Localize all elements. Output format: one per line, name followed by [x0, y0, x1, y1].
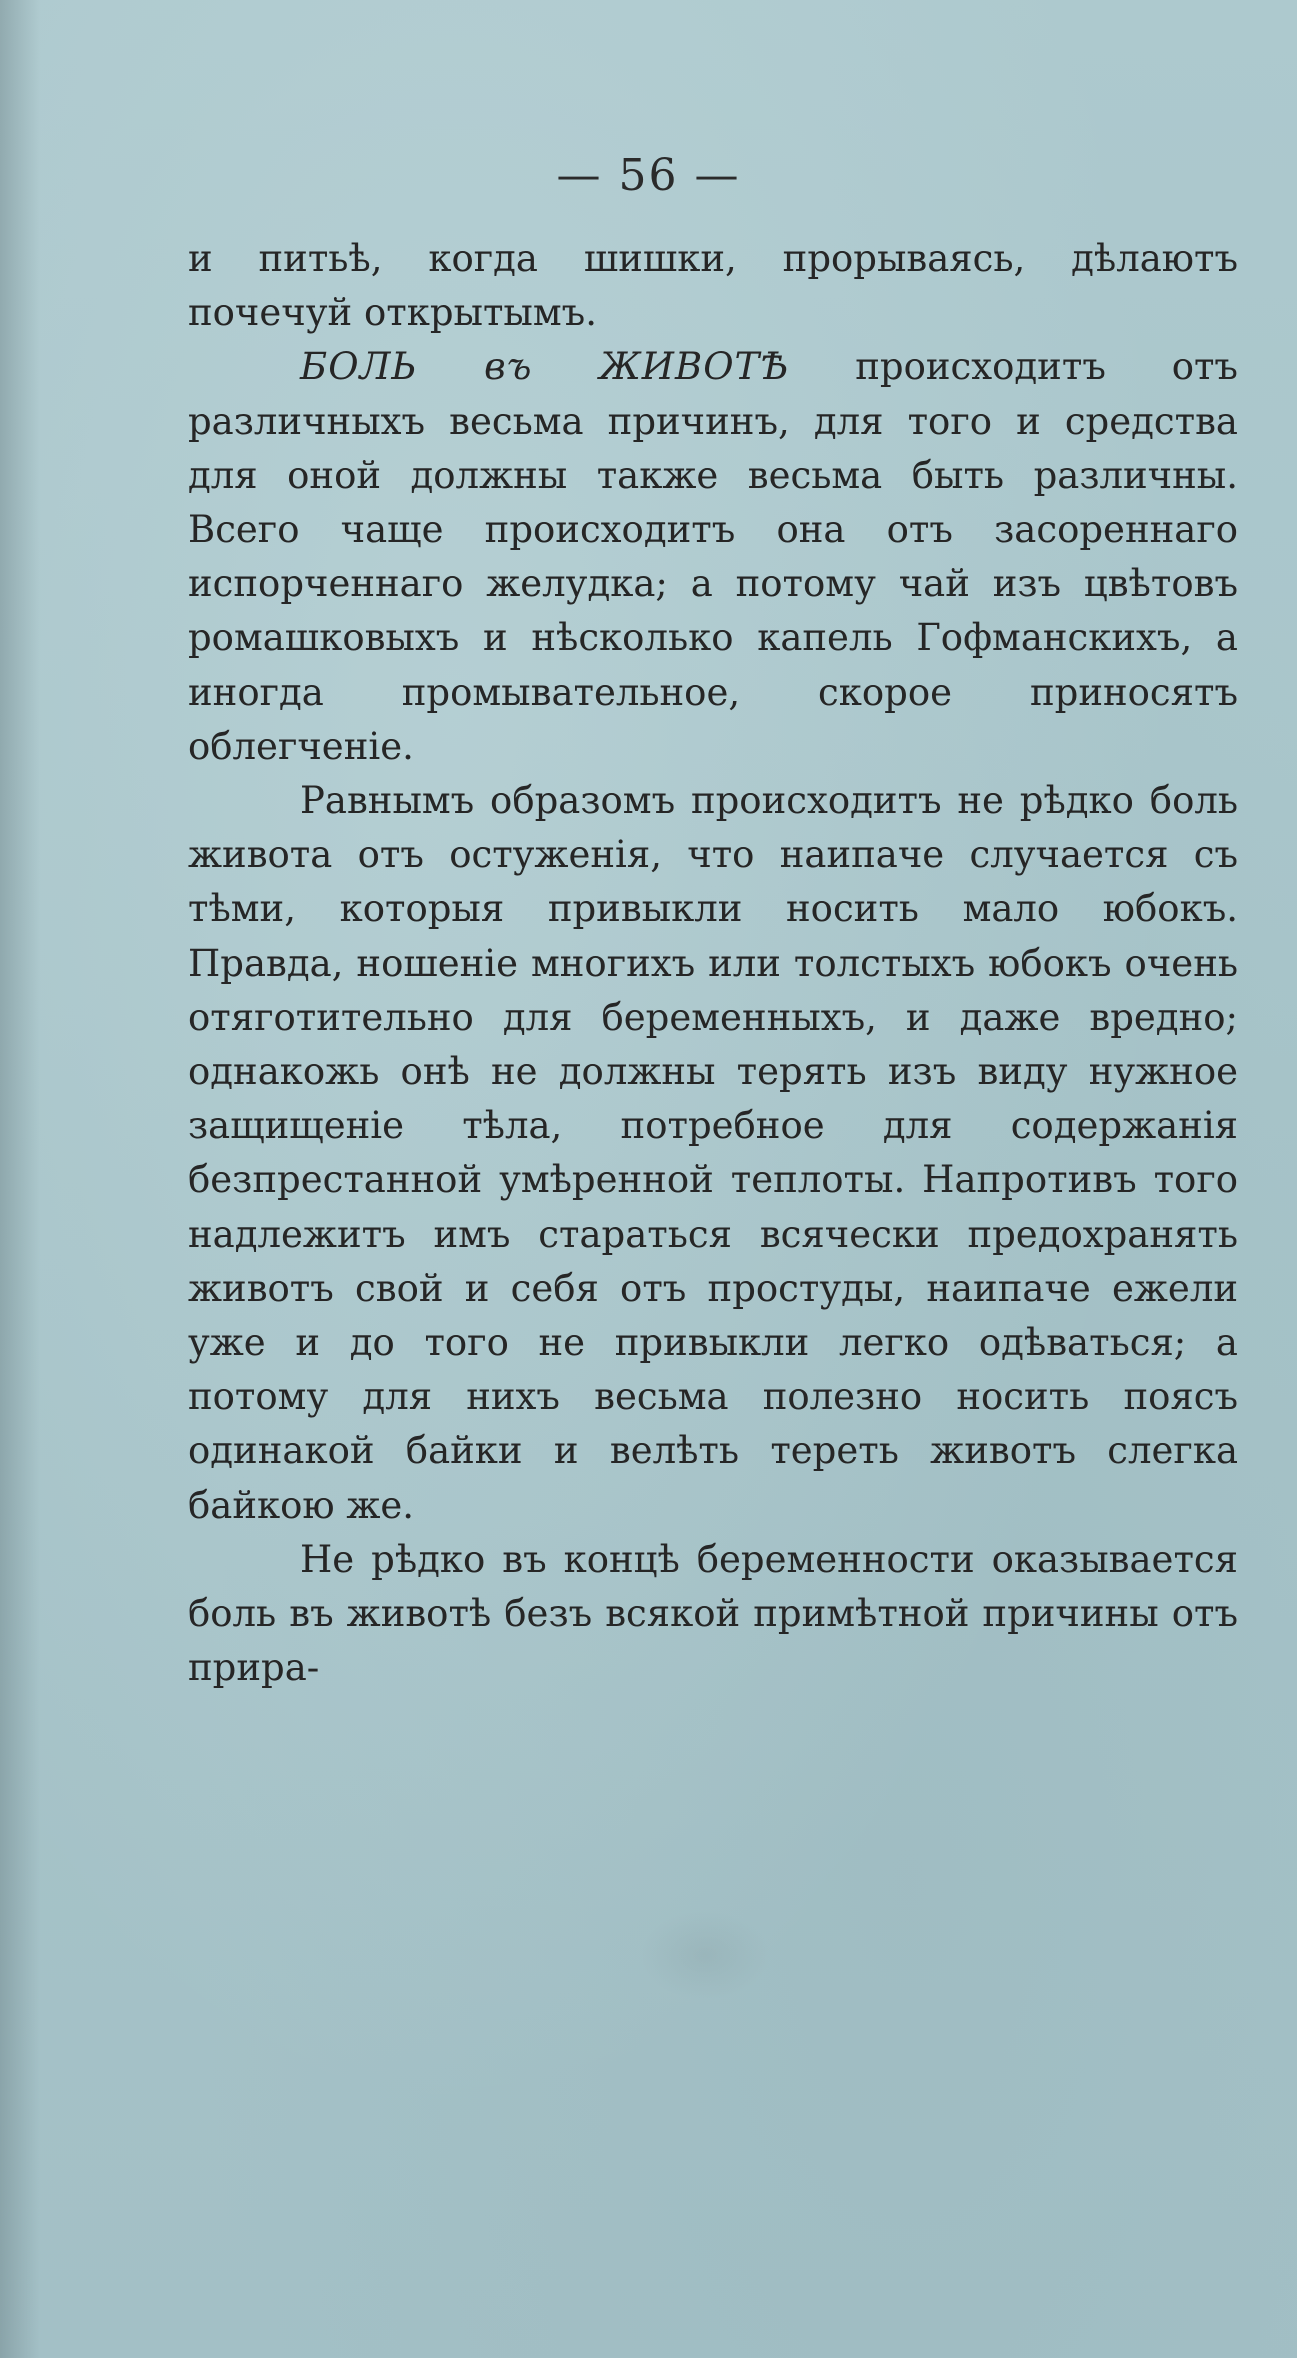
- paper-smudge: [640, 1910, 770, 2000]
- paragraph-cold: Равнымъ образомъ происходитъ не рѣдко боль живота отъ остуженія, что наипаче случается съ тѣми, которыя привыкли носить мало юбокъ. Правда, ношеніе многихъ или толстыхъ юбокъ очень отяготительно для беременныхъ, и даже вредно; однакожь онѣ не должны терять изъ виду нужное защищеніе тѣла, потребное для содержанія безпрестанной умѣренной теплоты. Напротивъ того надлежитъ имъ стараться всячески предохранять животъ свой и себя отъ простуды, наипаче ежели уже и до того не привыкли легко одѣваться; а потому для нихъ весьма полезно носить поясъ одинакой байки и велѣть тереть животъ слегка байкою же.: [188, 779, 1238, 1527]
- body-text: [188, 232, 1238, 1695]
- paragraph-text: происходитъ отъ различныхъ весьма причинъ, для того и средства для оной должны также весьма быть различны. Всего чаще происходитъ она отъ засореннаго испорченнаго желудка; а потому чай изъ цвѣтовъ ромашковыхъ и нѣсколько капель Гофманскихъ, а иногда промывательное, скорое приносятъ облегченіе.: [188, 345, 1238, 768]
- section-heading-stomach-pain: БОЛЬ въ ЖИВОТѢ: [300, 345, 790, 389]
- paragraph-stomach-pain: [188, 340, 1238, 774]
- page-number: — 56 —: [556, 150, 741, 201]
- paragraph-continuation: и питьѣ, когда шишки, прорываясь, дѣлаютъ почечуй открытымъ.: [188, 237, 1238, 335]
- page-edge-shadow: [0, 0, 40, 2358]
- paragraph-late-pregnancy: Не рѣдко въ концѣ беременности оказывается боль въ животѣ безъ всякой примѣтной причины отъ прира-: [188, 1537, 1238, 1690]
